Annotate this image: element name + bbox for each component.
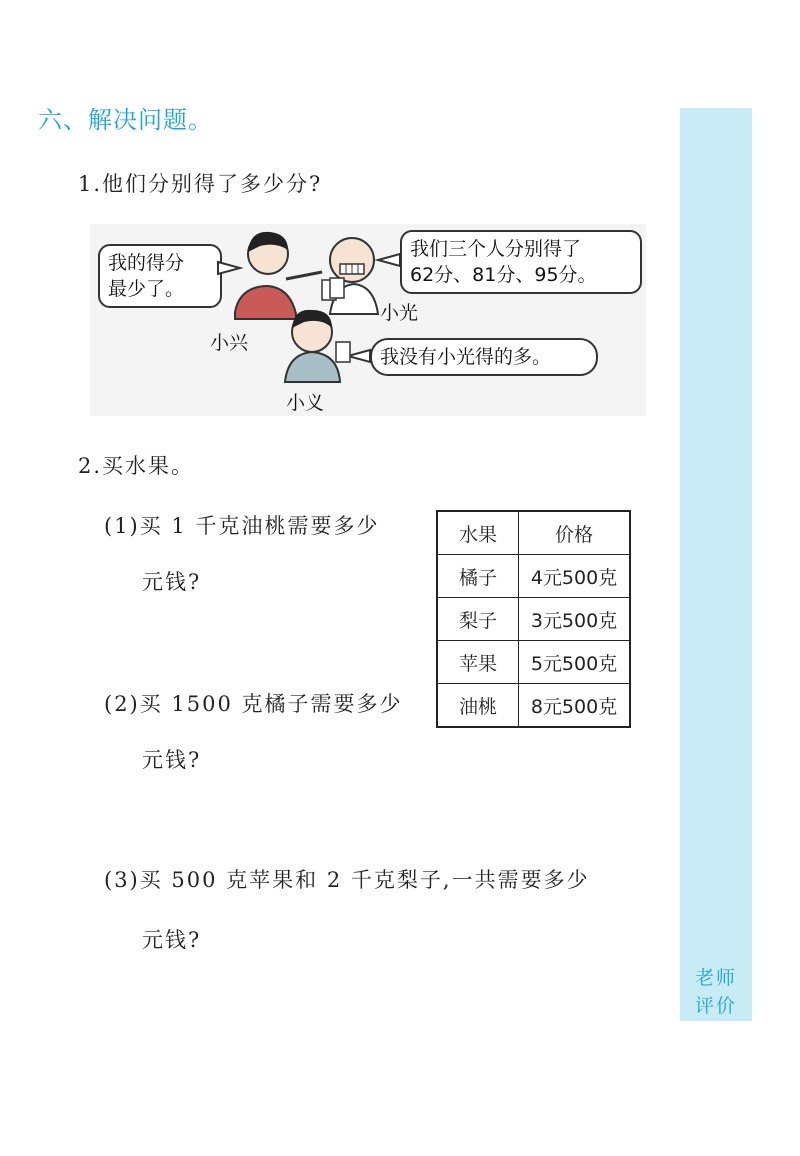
illustration (90, 224, 646, 416)
children-drawing (90, 224, 646, 416)
question-1-title: 1.他们分别得了多少分? (78, 172, 323, 196)
xiaoxing-figure (235, 232, 322, 319)
table-row (437, 555, 630, 598)
sidebar-label-line1: 老师 (694, 967, 737, 989)
table-header-fruit: 水果 (437, 511, 519, 555)
fruit-cell: 苹果 (437, 641, 519, 684)
sub-question-2-line1: (2)买 1500 克橘子需要多少 (104, 692, 403, 716)
bubble-left-line2: 最少了。 (108, 278, 185, 300)
question-2-title: 2.买水果。 (78, 454, 195, 478)
fruit-cell: 梨子 (437, 598, 519, 641)
table-row (437, 684, 630, 728)
left-bubble-tail (218, 262, 240, 274)
fruit-price-table (436, 510, 631, 728)
price-cell: 4元500克 (519, 555, 631, 598)
fruit-cell: 橘子 (437, 555, 519, 598)
bubble-right-line2: 62分、81分、95分。 (410, 264, 597, 286)
sub-question-1-line1: (1)买 1 千克油桃需要多少 (104, 514, 380, 538)
table-header-row (437, 511, 630, 555)
sub-question-3-line1: (3)买 500 克苹果和 2 千克梨子,一共需要多少 (104, 868, 590, 892)
xiaoyi-figure (285, 310, 350, 382)
bubble-left-line1: 我的得分 (108, 252, 185, 274)
name-xiaoxing: 小兴 (210, 332, 249, 354)
sidebar-label-line2: 评价 (694, 995, 737, 1017)
sub-question-1-line2: 元钱? (142, 570, 202, 594)
price-cell: 3元500克 (519, 598, 631, 641)
right-bubble-tail (378, 254, 400, 266)
bottom-bubble-tail (348, 350, 370, 362)
name-xiaoyi: 小义 (286, 392, 325, 414)
bubble-bottom-text: 我没有小光得的多。 (380, 346, 552, 368)
price-cell: 5元500克 (519, 641, 631, 684)
table-row (437, 641, 630, 684)
table-row (437, 598, 630, 641)
sub-question-3-line2: 元钱? (142, 928, 202, 952)
sub-question-2-line2: 元钱? (142, 748, 202, 772)
fruit-cell: 油桃 (437, 684, 519, 728)
table-header-price: 价格 (519, 511, 631, 555)
teacher-evaluation-sidebar (680, 108, 752, 1021)
xiaoguang-figure (322, 238, 378, 314)
name-xiaoguang: 小光 (380, 302, 419, 324)
teacher-evaluation-label (680, 964, 752, 1020)
section-title: 六、解决问题。 (38, 106, 213, 134)
price-cell: 8元500克 (519, 684, 631, 728)
bubble-right-line1: 我们三个人分别得了 (410, 238, 582, 260)
